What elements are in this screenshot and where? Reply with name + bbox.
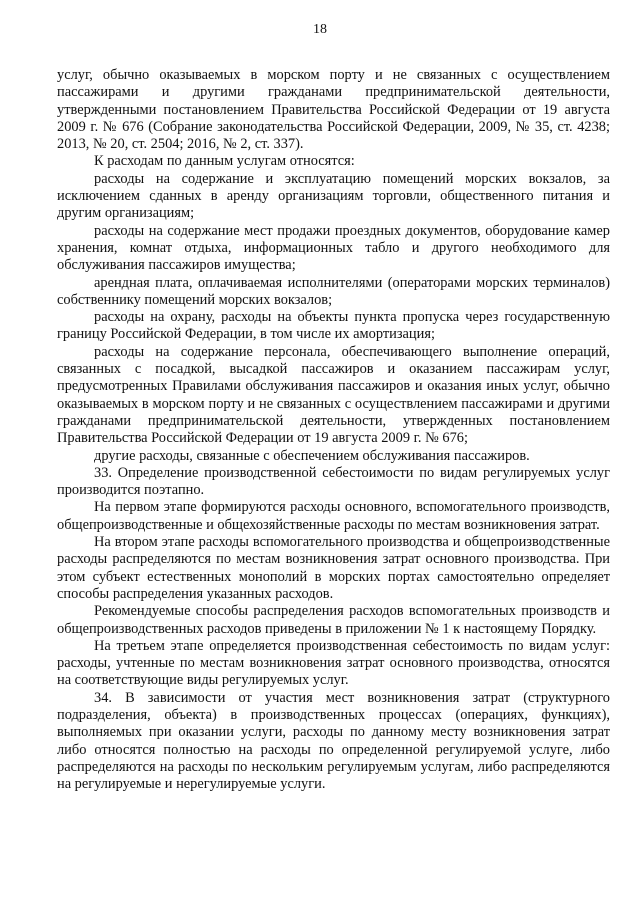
paragraph-stage-three: На третьем этапе определяется производственная себестоимость по видам услуг: расходы, учтенные по местам возникновения затрат основного производства, относятся на соответствующие виды регулируемых услуг.	[57, 637, 610, 689]
paragraph-expenses-intro: К расходам по данным услугам относятся:	[94, 153, 355, 170]
document-body	[57, 67, 610, 793]
paragraph-continuation: услуг, обычно оказываемых в морском порту и не связанных с осуществлением пассажирами и другими гражданами предпринимательской деятельности, утвержденными постановлением Правительства Российской Федерации от 19 августа 2009 г. № 676 (Собрание законодательства Российской Федерации, 2009, № 35, ст. 4238; 2013, № 20, ст. 2504; 2016, № 2, ст. 337).	[57, 67, 610, 153]
paragraph-list-item: арендная плата, оплачиваемая исполнителями (операторами морских терминалов) собственнику помещений морских вокзалов;	[57, 274, 610, 308]
paragraph-recommended-methods: Рекомендуемые способы распределения расходов вспомогательных производств и общепроизводственных расходов приведены в приложении № 1 к настоящему Порядку.	[57, 603, 610, 637]
paragraph-list-item: расходы на охрану, расходы на объекты пункта пропуска через государственную границу Российской Федерации, в том числе их амортизация;	[57, 309, 610, 343]
paragraph-list-item: расходы на содержание и эксплуатацию помещений морских вокзалов, за исключением сданных в аренду организациям торговли, общественного питания и другим организациям;	[57, 170, 610, 222]
paragraph-item-34: 34. В зависимости от участия мест возникновения затрат (структурного подразделения, объекта) в производственных процессах (операциях, функциях), выполняемых при оказании услуги, расходы по данному месту возникновения затрат либо относятся полностью на расходы по определенной регулируемой услуге, либо распределяются на расходы по нескольким регулируемым услугам, либо распределяются на регулируемые и нерегулируемые услуги.	[57, 689, 610, 793]
page-number: 18	[313, 22, 327, 37]
paragraph-list-item: расходы на содержание мест продажи проездных документов, оборудование камер хранения, комнат отдыха, информационных табло и другого необходимого для обслуживания пассажиров имущества;	[57, 222, 610, 274]
paragraph-list-item: другие расходы, связанные с обеспечением обслуживания пассажиров.	[94, 447, 530, 464]
paragraph-stage-one: На первом этапе формируются расходы основного, вспомогательного производств, общепроизводственные и общехозяйственные расходы по местам возникновения затрат.	[57, 499, 610, 533]
paragraph-item-33: 33. Определение производственной себестоимости по видам регулируемых услуг производится поэтапно.	[57, 464, 610, 499]
paragraph-list-item: расходы на содержание персонала, обеспечивающего выполнение операций, связанных с посадкой, высадкой пассажиров и оказанием пассажирам услуг, предусмотренных Правилами обслуживания пассажиров и оказания иных услуг, обычно оказываемых в морском порту и не связанных с осуществлением пассажирами и другими гражданами предпринимательской деятельности, утвержденных постановлением Правительства Российской Федерации от 19 августа 2009 г. № 676;	[57, 343, 610, 447]
paragraph-stage-two: На втором этапе расходы вспомогательного производства и общепроизводственные расходы распределяются по местам возникновения затрат основного производства. При этом субъект естественных монополий в морских портах самостоятельно определяет способы распределения указанных расходов.	[57, 534, 610, 602]
